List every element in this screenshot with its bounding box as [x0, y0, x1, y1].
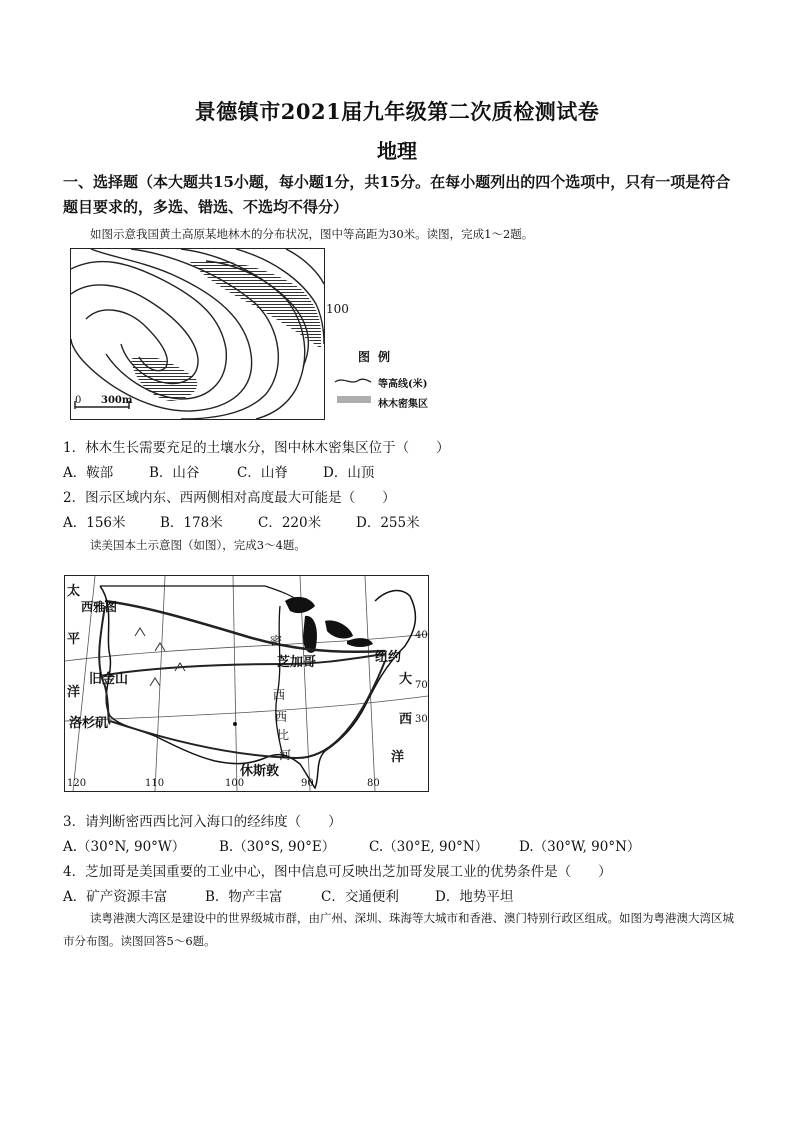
- lon-label-90: 90: [301, 778, 314, 789]
- option-a[interactable]: A．矿产资源丰富: [63, 889, 168, 905]
- river-char-1: 密: [270, 634, 283, 648]
- city-chicago: 芝加哥: [277, 655, 317, 670]
- legend-contour: 等高线(米): [378, 379, 428, 390]
- lat-label-70: 70: [415, 680, 428, 691]
- river-char-4: 比: [277, 728, 290, 742]
- legend-forest: 林木密集区: [378, 399, 428, 410]
- option-a[interactable]: A.（30°N, 90°W）: [63, 839, 186, 855]
- option-b[interactable]: B．178米: [160, 515, 223, 531]
- label-pacific-1: 太: [67, 584, 81, 599]
- lon-label-80: 80: [367, 778, 380, 789]
- section-heading: 一、选择题（本大题共15小题，每小题1分，共15分。在每小题列出的四个选项中，只有一项是符合题目要求的，多选、错选、不选均不得分）: [63, 173, 731, 216]
- usa-map: [64, 575, 429, 792]
- option-d[interactable]: D．山顶: [323, 465, 375, 481]
- city-seattle: 西雅图: [81, 600, 118, 614]
- river-char-3: 西: [275, 710, 288, 724]
- contour-lines: [71, 249, 324, 419]
- river-char-2: 西: [273, 688, 286, 702]
- legend-title: 图例: [358, 350, 399, 364]
- question-3: 3．请判断密西西比河入海口的经纬度（ ）: [63, 814, 342, 830]
- option-b[interactable]: B.（30°S, 90°E）: [219, 839, 336, 855]
- option-d[interactable]: D.（30°W, 90°N）: [519, 839, 641, 855]
- question-1: 1．林木生长需要充足的土壤水分，图中林木密集区位于（ ）: [63, 440, 450, 456]
- city-san-francisco: 旧金山: [89, 672, 129, 687]
- lat-label-30: 30: [415, 714, 428, 725]
- city-new-york: 纽约: [375, 650, 402, 665]
- exam-title: 景德镇市2021届九年级第二次质检测试卷: [194, 99, 600, 124]
- city-los-angeles: 洛杉矶: [69, 716, 109, 731]
- intro-q3-4: 读美国本土示意图（如图），完成3～4题。: [90, 538, 306, 552]
- lon-label-110: 110: [145, 778, 165, 789]
- intro-q1-2: 如图示意我国黄土高原某地林木的分布状况，图中等高距为30米。读图，完成1～2题。: [90, 227, 534, 241]
- option-c[interactable]: C．220米: [258, 515, 322, 531]
- label-atlantic-2: 西: [399, 712, 413, 727]
- option-c[interactable]: C.（30°E, 90°N）: [369, 839, 489, 855]
- option-c[interactable]: C．交通便利: [321, 889, 399, 905]
- question-3-options: [63, 835, 640, 855]
- river-char-5: 河: [279, 748, 292, 762]
- subject-title: 地理: [377, 139, 417, 163]
- option-c[interactable]: C．山脊: [237, 465, 288, 481]
- option-a[interactable]: A．156米: [63, 515, 126, 531]
- city-houston: 休斯敦: [240, 764, 280, 779]
- option-b[interactable]: B．物产丰富: [205, 889, 283, 905]
- scale-zero: 0: [75, 395, 82, 406]
- scale-value: 300m: [101, 395, 133, 406]
- intro-q5-6: 读粤港澳大湾区是建设中的世界级城市群，由广州、深圳、珠海等大城市和香港、澳门特别行政区组成。如图为粤港澳大湾区城市分布图。读图回答5～6题。: [63, 911, 734, 948]
- lon-label-120: 120: [67, 778, 87, 789]
- label-pacific-3: 洋: [67, 685, 81, 700]
- forest-area: [131, 356, 197, 401]
- contour-map: [70, 248, 325, 420]
- legend-symbols: [333, 372, 373, 406]
- option-d[interactable]: D．255米: [356, 515, 420, 531]
- lon-label-100: 100: [225, 778, 245, 789]
- label-atlantic-1: 大: [399, 672, 413, 687]
- option-b[interactable]: B．山谷: [149, 465, 200, 481]
- question-2: 2．图示区域内东、西两侧相对高度最大可能是（ ）: [63, 490, 396, 506]
- label-atlantic-3: 洋: [391, 750, 405, 765]
- lat-label-40: 40: [415, 630, 428, 641]
- question-1-options: [63, 461, 374, 481]
- question-4-options: [63, 885, 513, 905]
- question-4: 4．芝加哥是美国重要的工业中心，图中信息可反映出芝加哥发展工业的优势条件是（ ）: [63, 864, 612, 880]
- question-2-options: [63, 511, 420, 531]
- option-a[interactable]: A．鞍部: [63, 465, 114, 481]
- option-d[interactable]: D．地势平坦: [435, 889, 514, 905]
- label-pacific-2: 平: [67, 632, 81, 647]
- contour-value-label: 100: [326, 302, 349, 316]
